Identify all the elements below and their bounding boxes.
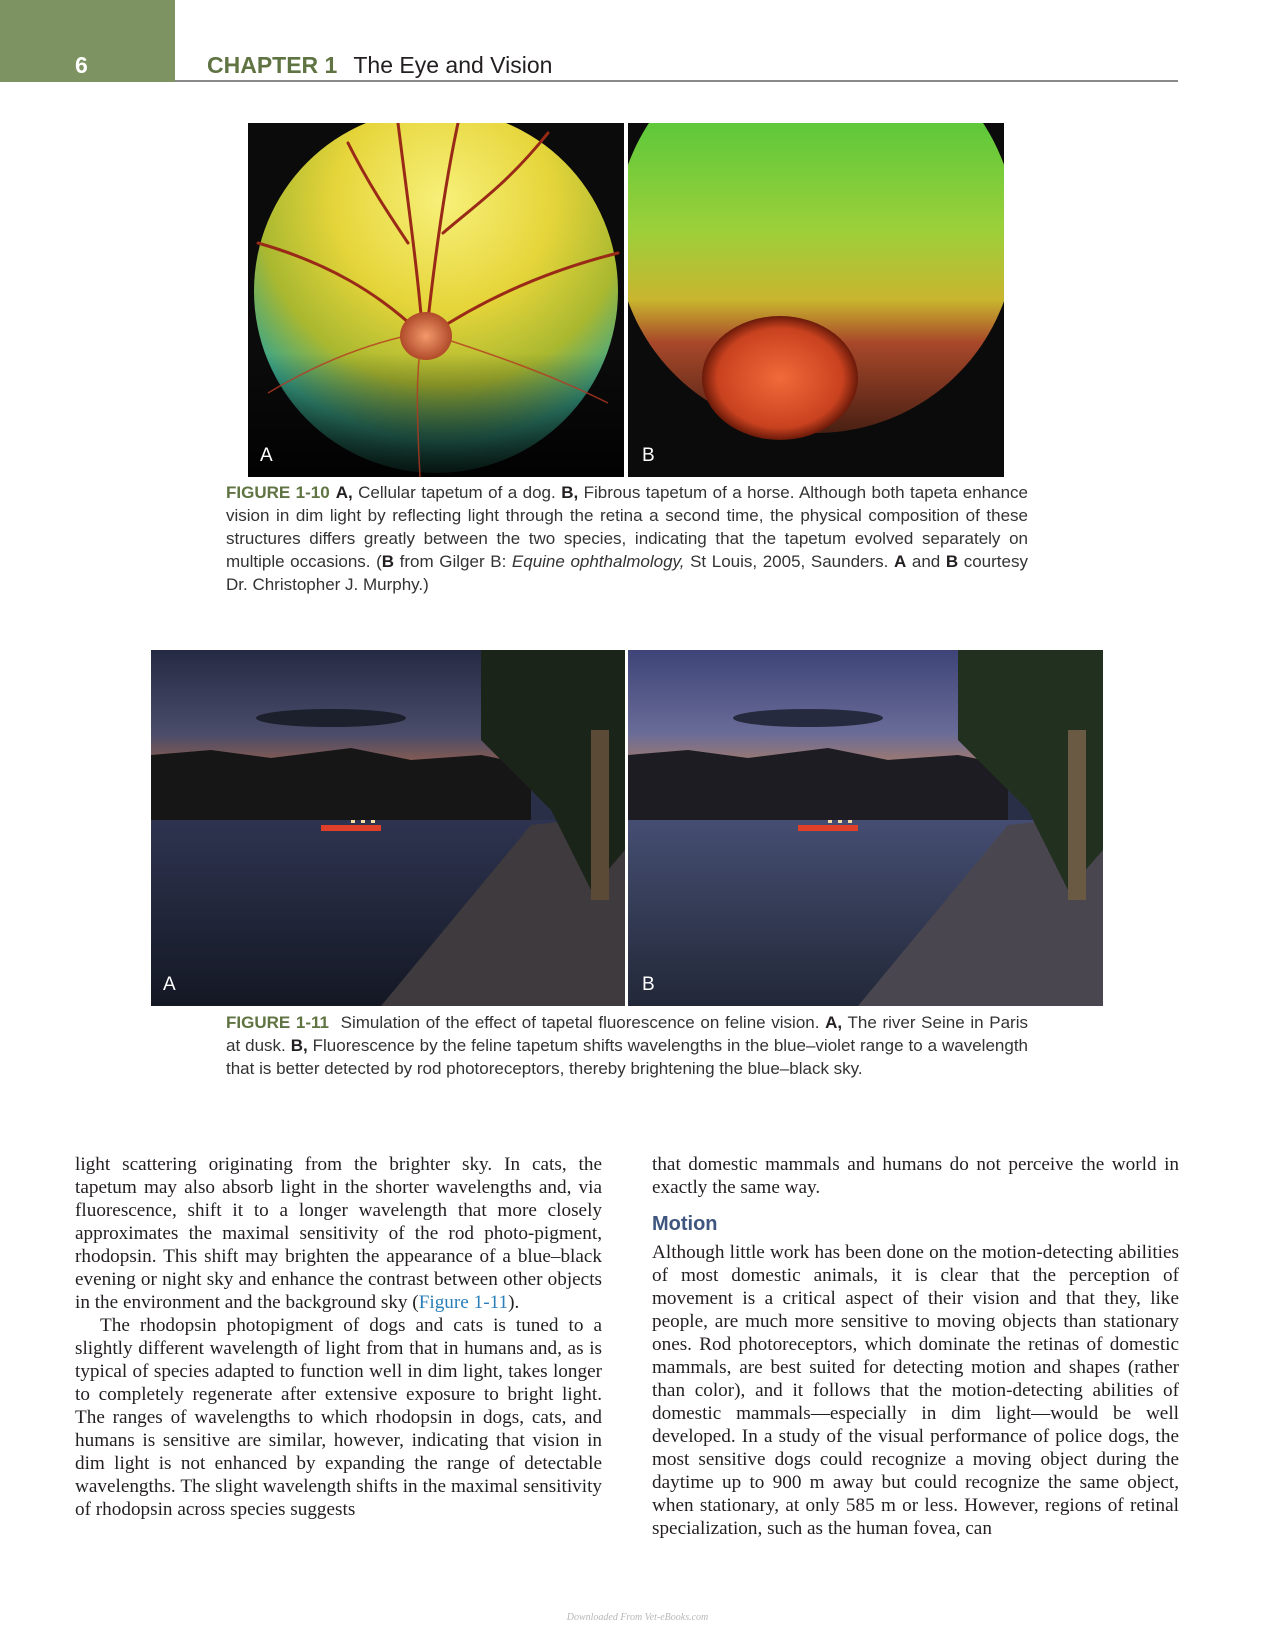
dog-fundus-image [248, 123, 624, 477]
horse-fundus-image [628, 123, 1004, 477]
figure-1-10-caption [226, 481, 1028, 596]
paragraph: Although little work has been done on the motion-detecting abilities of most domestic animals, it is clear that the perception of movement is a critical aspect of their vision and that they, like people, are much more sensitive to moving objects than stationary ones. Rod photoreceptors, which dominate the retinas of domestic mammals, are best suited for detecting motion and shapes (rather than color), and it follows that the motion-detecting abilities of domestic mammals—especially in dim light—would be well developed. In a study of the visual performance of police dogs, the most sensitive dogs could recognize a moving object during the daytime up to 900 m away but could recognize the same object, when stationary, at only 585 m or less. However, regions of retinal specialization, such as the human fovea, can [652, 1242, 1179, 1539]
figure-number: FIGURE 1-11 [226, 1013, 329, 1032]
figure-1-11-caption [226, 1011, 1028, 1080]
paragraph-text: light scattering originating from the brighter sky. In cats, the tapetum may also absorb light in the shorter wavelengths and, via fluorescence, shift it to a longer wavelength that more closely approximates the maximal sensitivity of the rod photo-pigment, rhodopsin. This shift may brighten the appearance of a blue–black evening or night sky and enhance the contrast between other objects in the environment and the background sky ( [75, 1154, 602, 1313]
paragraph: The rhodopsin photopigment of dogs and cats is tuned to a slightly different wavelength of light from that in humans and, as is typical of species adapted to function well in dim light, takes longer to completely regenerate after extensive exposure to bright light. The ranges of wavelengths to which rhodopsin in dogs, cats, and humans is sensitive are similar, however, indicating that vision in dim light is not enhanced by expanding the range of detectable wavelengths. The slight wavelength shifts in the maximal sensitivity of rhodopsin across species suggests [75, 1315, 602, 1520]
caption-bold: A [893, 552, 907, 571]
body-column-left [75, 1153, 602, 1521]
caption-bold: B, [290, 1036, 308, 1055]
panel-label-b: B [642, 445, 655, 466]
caption-bold: A, [825, 1013, 843, 1032]
caption-text: and [906, 552, 946, 571]
header-rule [175, 80, 1178, 82]
body-column-right [652, 1153, 1179, 1540]
caption-text: courtesy Dr. Christopher J. Murphy.) [226, 552, 1028, 594]
figure-1-10-photo-a [248, 123, 624, 477]
panel-label-b: B [642, 974, 655, 995]
caption-text: from Gilger B: [394, 552, 512, 571]
caption-bold: A, [335, 483, 353, 502]
caption-bold: B [945, 552, 959, 571]
figure-number: FIGURE 1-10 [226, 483, 330, 502]
running-head [207, 52, 552, 79]
seine-dusk-image [151, 650, 625, 1006]
chapter-label: CHAPTER 1 [207, 52, 338, 78]
caption-text: Cellular tapetum of a dog. [352, 483, 562, 502]
panel-label-a: A [260, 445, 273, 466]
footer-watermark: Downloaded From Vet-eBooks.com [566, 1612, 709, 1623]
paragraph [75, 1153, 602, 1314]
caption-bold: B [381, 552, 395, 571]
figure-1-10-photo-b [628, 123, 1004, 477]
figure-1-11-photo-b [628, 650, 1103, 1006]
paragraph: that domestic mammals and humans do not perceive the world in exactly the same way. [652, 1154, 1179, 1198]
caption-italic: Equine ophthalmology, [511, 552, 685, 571]
section-heading: Motion [652, 1213, 718, 1235]
caption-text: St Louis, 2005, Saunders. [684, 552, 894, 571]
figure-1-11-photo-a [151, 650, 625, 1006]
caption-text: Fluorescence by the feline tapetum shifts wavelengths in the blue–violet range to a wavelength that is better detected by rod photoreceptors, thereby brightening the blue–black sky. [226, 1036, 1028, 1078]
caption-text: Simulation of the effect of tapetal fluorescence on feline vision. [334, 1013, 826, 1032]
chapter-title: The Eye and Vision [353, 52, 553, 78]
caption-text: The river Seine in Paris at dusk. [226, 1013, 1028, 1055]
seine-fluorescence-image [628, 650, 1103, 1006]
caption-text: Fibrous tapetum of a horse. Although both tapeta enhance vision in dim light by reflecting light through the retina a second time, the physical composition of these structures differs greatly between the two species, indicating that the tapetum evolved separately on multiple occasions. ( [226, 483, 1028, 571]
panel-label-a: A [163, 974, 176, 995]
paragraph-text: ). [508, 1292, 520, 1313]
figure-cross-reference-link[interactable]: Figure 1-11 [418, 1292, 509, 1313]
caption-bold: B, [561, 483, 579, 502]
page-number: 6 [75, 52, 88, 78]
